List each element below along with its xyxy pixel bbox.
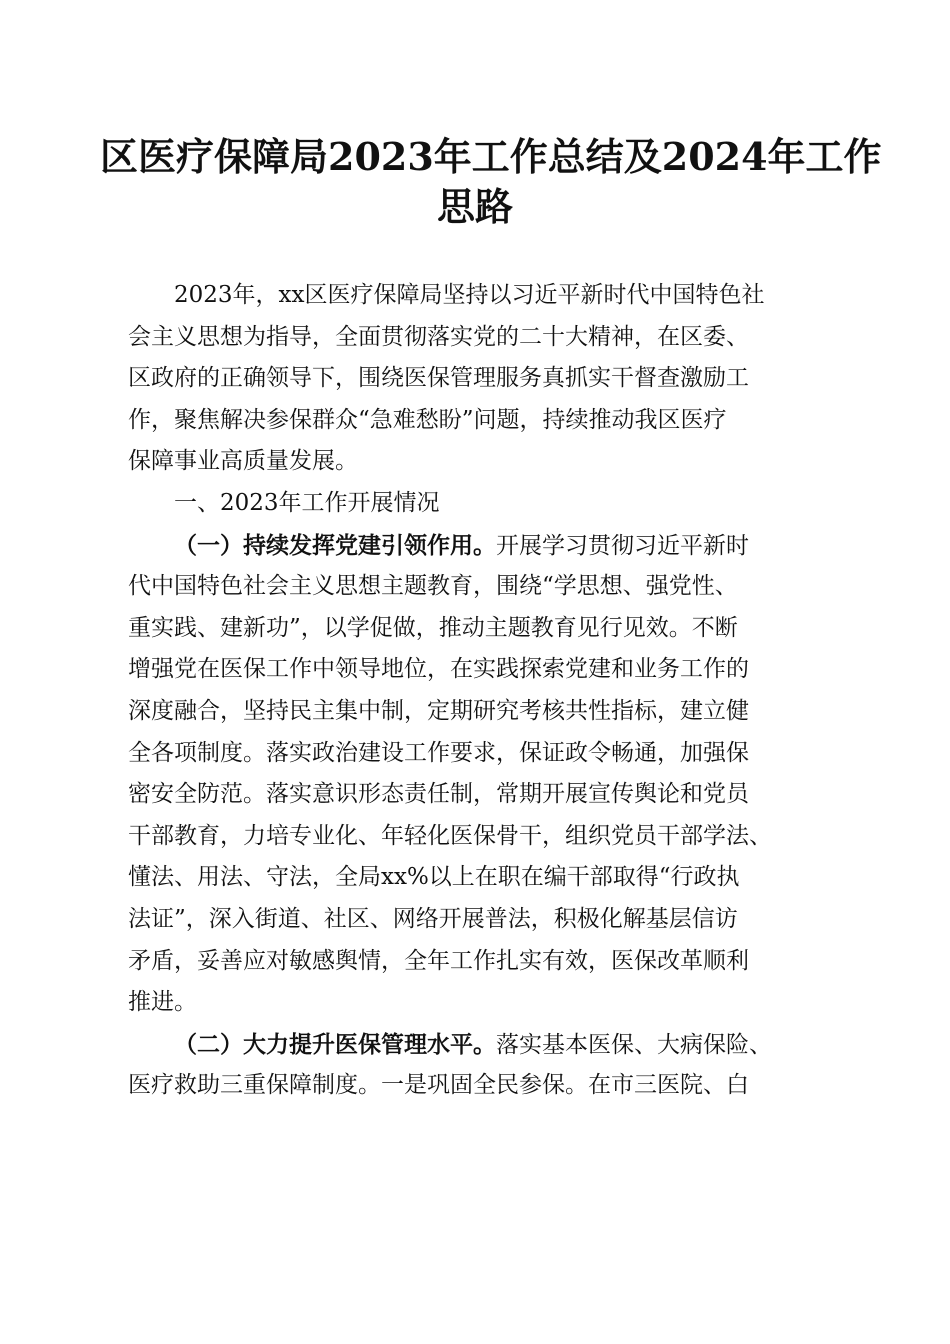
subsection-2-first-line [128,1024,828,1066]
subsection-1-line: 全各项制度。落实政治建设工作要求，保证政令畅通，加强保 [128,739,749,766]
subsection-1-first-text: 开展学习贯彻习近平新时 [496,532,749,559]
section-heading-1: 一、2023年工作开展情况 [174,489,440,516]
document-title [100,132,882,232]
intro-line-4: 作，聚焦解决参保群众“急难愁盼”问题，持续推动我区医疗 [128,406,727,433]
title-line-1: 区医疗保障局2023年工作总结及2024年工作 [100,134,882,179]
subsection-1-line: 矛盾，妥善应对敏感舆情，全年工作扎实有效，医保改革顺利 [128,947,749,974]
title-line-2: 思路 [436,184,513,229]
subsection-2-title: （二）大力提升医保管理水平。 [174,1030,496,1058]
subsection-1-line: 懂法、用法、守法，全局xx%以上在职在编干部取得“行政执 [128,864,740,891]
subsection-1-first-line [128,525,828,567]
subsection-1-line: 密安全防范。落实意识形态责任制，常期开展宣传舆论和党员 [128,781,749,808]
subsection-2-line: 医疗救助三重保障制度。一是巩固全民参保。在市三医院、白 [128,1072,749,1099]
subsection-1-title: （一）持续发挥党建引领作用。 [174,531,496,559]
subsection-1-line: 法证”，深入街道、社区、网络开展普法，积极化解基层信访 [128,905,738,932]
subsection-1-line: 干部教育，力培专业化、年轻化医保骨干，组织党员干部学法、 [128,822,772,849]
subsection-1-line: 代中国特色社会主义思想主题教育，围绕“学思想、强党性、 [128,573,738,600]
subsection-2-first-text: 落实基本医保、大病保险、 [496,1031,772,1058]
subsection-1-line: 深度融合，坚持民主集中制，定期研究考核共性指标，建立健 [128,697,749,724]
intro-line-2: 会主义思想为指导，全面贯彻落实党的二十大精神，在区委、 [128,323,749,350]
subsection-1-line: 重实践、建新功”，以学促做，推动主题教育见行见效。不断 [128,614,738,641]
subsection-1-line: 增强党在医保工作中领导地位，在实践探索党建和业务工作的 [128,656,749,683]
subsection-1-line: 推进。 [128,989,197,1016]
intro-line-5: 保障事业高质量发展。 [128,448,358,475]
intro-line-1: 2023年，xx区医疗保障局坚持以习近平新时代中国特色社 [174,282,765,308]
subsection-2-paragraph [128,1024,828,1107]
intro-line-3: 区政府的正确领导下，围绕医保管理服务真抓实干督查激励工 [128,365,749,392]
subsection-1-paragraph [128,525,828,1024]
document-body [128,275,828,1107]
intro-paragraph [128,275,828,483]
